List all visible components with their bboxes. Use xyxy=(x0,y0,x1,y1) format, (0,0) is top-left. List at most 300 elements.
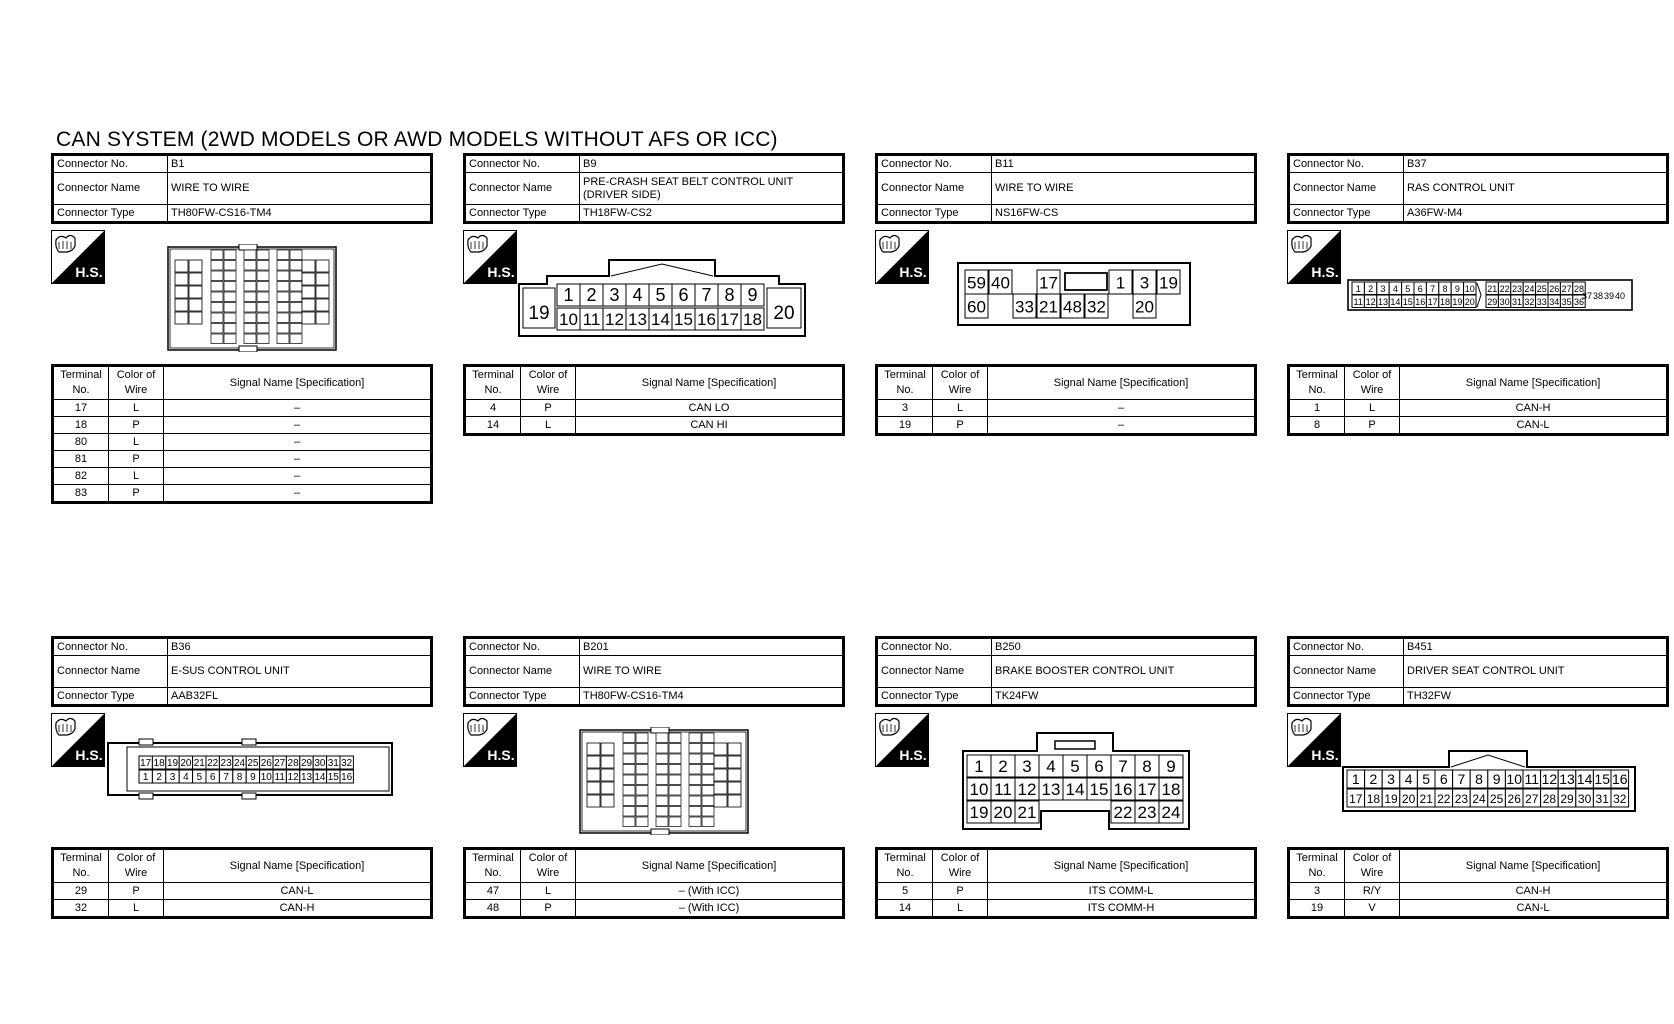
connector-name-label: Connector Name xyxy=(877,173,992,205)
terminal-no: 47 xyxy=(465,883,521,900)
pin-number: 13 xyxy=(1377,296,1389,307)
terminal-no: 5 xyxy=(877,883,933,900)
wire-color: P xyxy=(933,417,988,435)
connector-type-label: Connector Type xyxy=(877,688,992,706)
pin-number: 21 xyxy=(1419,792,1433,807)
pin-number: 13 xyxy=(300,772,313,784)
pin-number: 5 xyxy=(1405,283,1411,294)
pin-number: 39 xyxy=(1603,291,1615,301)
connector-diagram-area xyxy=(1287,224,1669,364)
terminal-no: 8 xyxy=(1289,417,1345,435)
pin-number: 17 xyxy=(1039,273,1058,293)
pin-number: 11 xyxy=(994,780,1012,800)
pin-number: 20 xyxy=(180,758,192,770)
pin-number: 24 xyxy=(1161,803,1181,823)
pin-number: 23 xyxy=(220,758,232,770)
color-of-wire-header: Color of Wire xyxy=(933,849,988,883)
wire-color: P xyxy=(1345,417,1400,435)
harness-side-icon xyxy=(463,713,517,767)
pin-number: 10 xyxy=(1464,283,1475,294)
pin-number: 3 xyxy=(169,772,176,784)
connector-number-label: Connector No. xyxy=(877,638,992,656)
pin-number: 18 xyxy=(1439,296,1451,307)
pin-number: 6 xyxy=(1417,283,1423,294)
connector-name-value: WIRE TO WIRE xyxy=(580,656,844,688)
connector-name-label: Connector Name xyxy=(465,173,580,205)
connector-name-label: Connector Name xyxy=(53,656,168,688)
terminal-no: 4 xyxy=(465,400,521,417)
pin-number: 5 xyxy=(1422,771,1431,788)
pin-number: 4 xyxy=(1404,771,1413,788)
pin-number: 15 xyxy=(327,772,339,784)
connector-number-value: B11 xyxy=(992,155,1256,173)
pin-number: 14 xyxy=(1390,296,1401,307)
connector-face-diagram xyxy=(167,244,337,352)
wire-color: P xyxy=(933,883,988,900)
connector-type-value: TH18FW-CS2 xyxy=(580,205,844,223)
connector-name-label: Connector Name xyxy=(1289,656,1404,688)
connector-block-b451 xyxy=(1287,636,1669,919)
connector-type-value: TH80FW-CS16-TM4 xyxy=(168,205,432,223)
hs-label: H.S. xyxy=(899,264,927,280)
terminal-no: 3 xyxy=(877,400,933,417)
pin-number: 14 xyxy=(314,772,326,784)
pin-number: 5 xyxy=(196,772,203,784)
pin-number: 20 xyxy=(1464,296,1475,307)
pin-number: 7 xyxy=(223,772,229,784)
pin-number: 25 xyxy=(1489,792,1504,807)
pin-number: 16 xyxy=(1113,780,1133,800)
terminal-no: 1 xyxy=(1289,400,1345,417)
pin-number: 48 xyxy=(1063,297,1082,317)
pin-number: 11 xyxy=(274,772,285,784)
connector-face-diagram xyxy=(579,727,749,835)
connector-number-label: Connector No. xyxy=(465,638,580,656)
pin-number: 24 xyxy=(1524,283,1535,294)
pin-number: 19 xyxy=(166,758,179,770)
pin-number: 19 xyxy=(1159,273,1178,293)
pin-number: 3 xyxy=(1139,273,1150,293)
terminal-table xyxy=(875,364,1257,436)
pin-number: 32 xyxy=(1524,296,1535,307)
signal-name: – xyxy=(164,451,432,468)
connector-diagram-area xyxy=(51,707,433,847)
pin-number: 4 xyxy=(632,285,643,306)
pin-number: 8 xyxy=(236,772,243,784)
pin-number: 40 xyxy=(1614,291,1626,301)
signal-name-header: Signal Name [Specification] xyxy=(164,366,432,400)
color-of-wire-header: Color of Wire xyxy=(933,366,988,400)
pin-number: 1 xyxy=(1115,273,1126,293)
pin-number: 6 xyxy=(1439,771,1448,788)
pin-number: 16 xyxy=(1612,771,1628,788)
connector-face-diagram xyxy=(961,727,1191,831)
pin-number: 9 xyxy=(1166,757,1176,777)
signal-name: CAN HI xyxy=(576,417,844,435)
connector-type-label: Connector Type xyxy=(53,205,168,223)
signal-name: – (With ICC) xyxy=(576,883,844,900)
pin-number: 6 xyxy=(1094,757,1104,777)
wire-color: P xyxy=(521,900,576,918)
terminal-no: 18 xyxy=(53,417,109,434)
pin-number: 22 xyxy=(1499,283,1510,294)
terminal-table xyxy=(463,364,845,436)
pin-number: 22 xyxy=(1113,803,1133,823)
connector-name-value: BRAKE BOOSTER CONTROL UNIT xyxy=(992,656,1256,688)
color-of-wire-header: Color of Wire xyxy=(109,849,164,883)
signal-name: – xyxy=(988,400,1256,417)
pin-number: 12 xyxy=(1017,780,1037,800)
connector-type-label: Connector Type xyxy=(465,205,580,223)
signal-name: CAN-H xyxy=(164,900,432,918)
connector-number-label: Connector No. xyxy=(1289,638,1404,656)
connector-block-b9 xyxy=(463,153,845,436)
pin-number: 1 xyxy=(1355,283,1361,294)
pin-number: 32 xyxy=(1087,297,1106,317)
pin-number: 20 xyxy=(993,803,1013,823)
connector-type-value: TH32FW xyxy=(1404,688,1668,706)
connector-diagram-area xyxy=(463,224,845,364)
connector-number-value: B451 xyxy=(1404,638,1668,656)
harness-side-icon xyxy=(875,230,929,284)
pin-number: 30 xyxy=(1499,296,1510,307)
table-row xyxy=(465,400,844,417)
terminal-table xyxy=(51,847,433,919)
pin-number: 21 xyxy=(1017,803,1037,823)
pin-number: 4 xyxy=(183,772,189,784)
pin-number: 25 xyxy=(247,758,259,770)
wire-color: L xyxy=(521,417,576,435)
pin-number: 29 xyxy=(1560,792,1574,807)
pin-number: 12 xyxy=(1365,296,1376,307)
connector-block-b201 xyxy=(463,636,845,919)
pin-number: 9 xyxy=(1492,771,1501,788)
connector-header-table xyxy=(1287,153,1669,224)
signal-name-header: Signal Name [Specification] xyxy=(1400,849,1668,883)
table-row xyxy=(53,451,432,468)
pin-number: 21 xyxy=(1039,297,1058,317)
pin-number: 8 xyxy=(724,285,735,306)
terminal-no: 19 xyxy=(1289,900,1345,918)
wire-color: V xyxy=(1345,900,1400,918)
pin-number: 10 xyxy=(969,780,989,800)
connector-face-diagram xyxy=(1341,743,1637,813)
connector-name-value: DRIVER SEAT CONTROL UNIT xyxy=(1404,656,1668,688)
pin-number: 31 xyxy=(1511,296,1523,307)
pin-number: 11 xyxy=(1353,296,1363,307)
pin-number: 9 xyxy=(747,285,758,306)
pin-number: 13 xyxy=(628,310,647,330)
pin-number: 3 xyxy=(609,285,620,306)
table-row xyxy=(53,468,432,485)
pin-number: 1 xyxy=(563,285,574,306)
pin-number: 40 xyxy=(991,273,1010,293)
harness-side-icon xyxy=(1287,713,1341,767)
connector-number-label: Connector No. xyxy=(465,155,580,173)
pin-number: 27 xyxy=(274,758,286,770)
pin-number: 34 xyxy=(1549,296,1560,307)
color-of-wire-header: Color of Wire xyxy=(521,849,576,883)
terminal-no-header: Terminal No. xyxy=(465,366,521,400)
pin-number: 33 xyxy=(1536,296,1547,307)
connector-type-value: TK24FW xyxy=(992,688,1256,706)
hs-label: H.S. xyxy=(1311,264,1339,280)
hs-label: H.S. xyxy=(487,264,515,280)
terminal-no: 29 xyxy=(53,883,109,900)
connector-number-label: Connector No. xyxy=(1289,155,1404,173)
pin-number: 15 xyxy=(1402,296,1413,307)
harness-side-icon xyxy=(875,713,929,767)
pin-number: 14 xyxy=(1576,771,1593,788)
pin-number: 23 xyxy=(1454,792,1469,807)
connector-face-diagram xyxy=(957,262,1191,326)
terminal-no-header: Terminal No. xyxy=(1289,366,1345,400)
signal-name-header: Signal Name [Specification] xyxy=(1400,366,1668,400)
harness-side-icon xyxy=(463,230,517,284)
wire-color: L xyxy=(933,900,988,918)
pin-number: 3 xyxy=(1387,771,1395,788)
wire-color: L xyxy=(521,883,576,900)
table-row xyxy=(877,900,1256,918)
pin-number: 15 xyxy=(1089,780,1109,800)
pin-number: 5 xyxy=(655,285,666,306)
connector-name-label: Connector Name xyxy=(1289,173,1404,205)
pin-number: 4 xyxy=(1046,757,1056,777)
color-of-wire-header: Color of Wire xyxy=(1345,849,1400,883)
pin-number: 32 xyxy=(341,758,353,770)
terminal-no-header: Terminal No. xyxy=(877,849,933,883)
connector-block-b11 xyxy=(875,153,1257,436)
table-row xyxy=(53,434,432,451)
connector-block-b250 xyxy=(875,636,1257,919)
harness-side-icon xyxy=(51,230,105,284)
pin-number: 5 xyxy=(1070,757,1080,777)
pin-number: 35 xyxy=(1561,296,1572,307)
connector-name-value: WIRE TO WIRE xyxy=(992,173,1256,205)
pin-number: 3 xyxy=(1022,757,1032,777)
connector-type-label: Connector Type xyxy=(1289,205,1404,223)
pin-number: 11 xyxy=(582,310,601,330)
pin-number: 19 xyxy=(528,303,550,325)
pin-number: 60 xyxy=(967,297,986,317)
pin-number: 24 xyxy=(1472,792,1486,807)
wire-color: P xyxy=(521,400,576,417)
signal-name: ITS COMM-H xyxy=(988,900,1256,918)
pin-number: 15 xyxy=(674,310,693,330)
table-row xyxy=(53,485,432,503)
signal-name-header: Signal Name [Specification] xyxy=(988,849,1256,883)
table-row xyxy=(877,417,1256,435)
color-of-wire-header: Color of Wire xyxy=(1345,366,1400,400)
pin-number: 32 xyxy=(1613,792,1627,807)
signal-name: CAN-L xyxy=(164,883,432,900)
pin-number: 24 xyxy=(233,758,246,770)
terminal-no: 14 xyxy=(465,417,521,435)
pin-number: 12 xyxy=(287,772,299,784)
terminal-no-header: Terminal No. xyxy=(465,849,521,883)
connector-face-diagram xyxy=(517,254,807,338)
color-of-wire-header: Color of Wire xyxy=(521,366,576,400)
harness-side-icon xyxy=(51,713,105,767)
wire-color: L xyxy=(109,400,164,417)
pin-number: 17 xyxy=(1427,296,1438,307)
signal-name: CAN-L xyxy=(1400,900,1668,918)
pin-number: 19 xyxy=(1452,296,1463,307)
connector-number-value: B250 xyxy=(992,638,1256,656)
pin-number: 27 xyxy=(1561,283,1572,294)
pin-number: 17 xyxy=(1349,792,1363,807)
signal-name: CAN LO xyxy=(576,400,844,417)
connector-number-value: B9 xyxy=(580,155,844,173)
pin-number: 19 xyxy=(969,803,989,823)
pin-number: 22 xyxy=(1437,792,1451,807)
pin-number: 2 xyxy=(156,772,162,784)
table-row xyxy=(1289,400,1668,417)
pin-number: 7 xyxy=(1430,283,1436,294)
signal-name-header: Signal Name [Specification] xyxy=(988,366,1256,400)
connector-name-value: E-SUS CONTROL UNIT xyxy=(168,656,432,688)
pin-number: 18 xyxy=(153,758,165,770)
pin-number: 38 xyxy=(1592,291,1604,301)
connector-block-b36 xyxy=(51,636,433,919)
connector-type-label: Connector Type xyxy=(877,205,992,223)
pin-number: 8 xyxy=(1442,283,1448,294)
connector-diagram-area xyxy=(1287,707,1669,847)
pin-number: 29 xyxy=(1487,296,1498,307)
pin-number: 3 xyxy=(1380,283,1386,294)
terminal-no: 14 xyxy=(877,900,933,918)
connector-name-label: Connector Name xyxy=(877,656,992,688)
wire-color: P xyxy=(109,883,164,900)
pin-number: 23 xyxy=(1137,803,1157,823)
pin-number: 20 xyxy=(1135,297,1154,317)
connector-face-diagram xyxy=(1347,279,1633,311)
pin-number: 30 xyxy=(1577,792,1592,807)
pin-number: 21 xyxy=(1487,283,1498,294)
connector-block-b37 xyxy=(1287,153,1669,436)
connector-face-diagram xyxy=(107,737,393,801)
hs-label: H.S. xyxy=(487,747,515,763)
terminal-no: 48 xyxy=(465,900,521,918)
pin-number: 15 xyxy=(1594,771,1610,788)
connector-header-table xyxy=(51,153,433,224)
pin-number: 6 xyxy=(678,285,689,306)
table-row xyxy=(465,883,844,900)
pin-number: 20 xyxy=(773,303,795,325)
pin-number: 10 xyxy=(1506,771,1522,788)
connector-number-value: B201 xyxy=(580,638,844,656)
wire-color: R/Y xyxy=(1345,883,1400,900)
pin-number: 17 xyxy=(720,310,739,330)
pin-number: 13 xyxy=(1041,780,1061,800)
connector-name-label: Connector Name xyxy=(465,656,580,688)
connector-header-table xyxy=(51,636,433,707)
connector-name-label: Connector Name xyxy=(53,173,168,205)
signal-name: – xyxy=(164,468,432,485)
pin-number: 30 xyxy=(314,758,326,770)
connector-diagram-area xyxy=(875,707,1257,847)
signal-name: ITS COMM-L xyxy=(988,883,1256,900)
connector-diagram-area xyxy=(875,224,1257,364)
pin-number: 31 xyxy=(327,758,339,770)
wire-color: P xyxy=(109,417,164,434)
signal-name: – xyxy=(164,485,432,503)
pin-number: 33 xyxy=(1015,297,1034,317)
pin-number: 28 xyxy=(287,758,299,770)
pin-number: 2 xyxy=(1368,283,1374,294)
table-row xyxy=(877,883,1256,900)
pin-number: 25 xyxy=(1536,283,1547,294)
signal-name: CAN-H xyxy=(1400,883,1668,900)
connector-name-value: RAS CONTROL UNIT xyxy=(1404,173,1668,205)
pin-number: 8 xyxy=(1475,771,1483,788)
pin-number: 10 xyxy=(559,310,578,330)
pin-number: 26 xyxy=(260,758,272,770)
connector-block-b1 xyxy=(51,153,433,504)
terminal-no-header: Terminal No. xyxy=(53,849,109,883)
pin-number: 18 xyxy=(743,310,762,330)
pin-number: 12 xyxy=(605,310,624,330)
pin-number: 16 xyxy=(341,772,353,784)
hs-label: H.S. xyxy=(75,264,103,280)
harness-side-icon xyxy=(1287,230,1341,284)
hs-label: H.S. xyxy=(1311,747,1339,763)
pin-number: 18 xyxy=(1161,780,1181,800)
pin-number: 28 xyxy=(1573,283,1585,294)
pin-number: 8 xyxy=(1142,757,1152,777)
pin-number: 27 xyxy=(1525,792,1539,807)
pin-number: 18 xyxy=(1366,792,1381,807)
wire-color: L xyxy=(933,400,988,417)
pin-number: 12 xyxy=(1541,771,1558,788)
pin-number: 16 xyxy=(697,310,716,330)
pin-number: 11 xyxy=(1524,771,1540,788)
pin-number: 2 xyxy=(1369,771,1378,788)
wire-color: L xyxy=(109,434,164,451)
terminal-no: 3 xyxy=(1289,883,1345,900)
pin-number: 19 xyxy=(1384,792,1398,807)
pin-number: 4 xyxy=(1392,283,1398,294)
page-title: CAN SYSTEM (2WD MODELS OR AWD MODELS WITHOUT AFS OR ICC) xyxy=(56,128,778,151)
connector-header-table xyxy=(875,636,1257,707)
terminal-table xyxy=(1287,364,1669,436)
signal-name-header: Signal Name [Specification] xyxy=(576,849,844,883)
connector-number-label: Connector No. xyxy=(53,155,168,173)
pin-number: 7 xyxy=(1118,757,1128,777)
signal-name-header: Signal Name [Specification] xyxy=(576,366,844,400)
connector-header-table xyxy=(1287,636,1669,707)
pin-number: 14 xyxy=(651,310,670,330)
pin-number: 26 xyxy=(1507,792,1521,807)
signal-name: – (With ICC) xyxy=(576,900,844,918)
terminal-no: 82 xyxy=(53,468,109,485)
table-row xyxy=(465,900,844,918)
pin-number: 14 xyxy=(1065,780,1085,800)
terminal-no: 32 xyxy=(53,900,109,918)
terminal-no-header: Terminal No. xyxy=(53,366,109,400)
terminal-table xyxy=(51,364,433,504)
terminal-no: 81 xyxy=(53,451,109,468)
terminal-table xyxy=(463,847,845,919)
connector-number-label: Connector No. xyxy=(877,155,992,173)
pin-number: 9 xyxy=(250,772,256,784)
connector-number-value: B1 xyxy=(168,155,432,173)
pin-number: 9 xyxy=(1454,283,1460,294)
pin-number: 1 xyxy=(1351,771,1360,788)
connector-type-value: TH80FW-CS16-TM4 xyxy=(580,688,844,706)
wire-color: L xyxy=(109,900,164,918)
hs-label: H.S. xyxy=(75,747,103,763)
